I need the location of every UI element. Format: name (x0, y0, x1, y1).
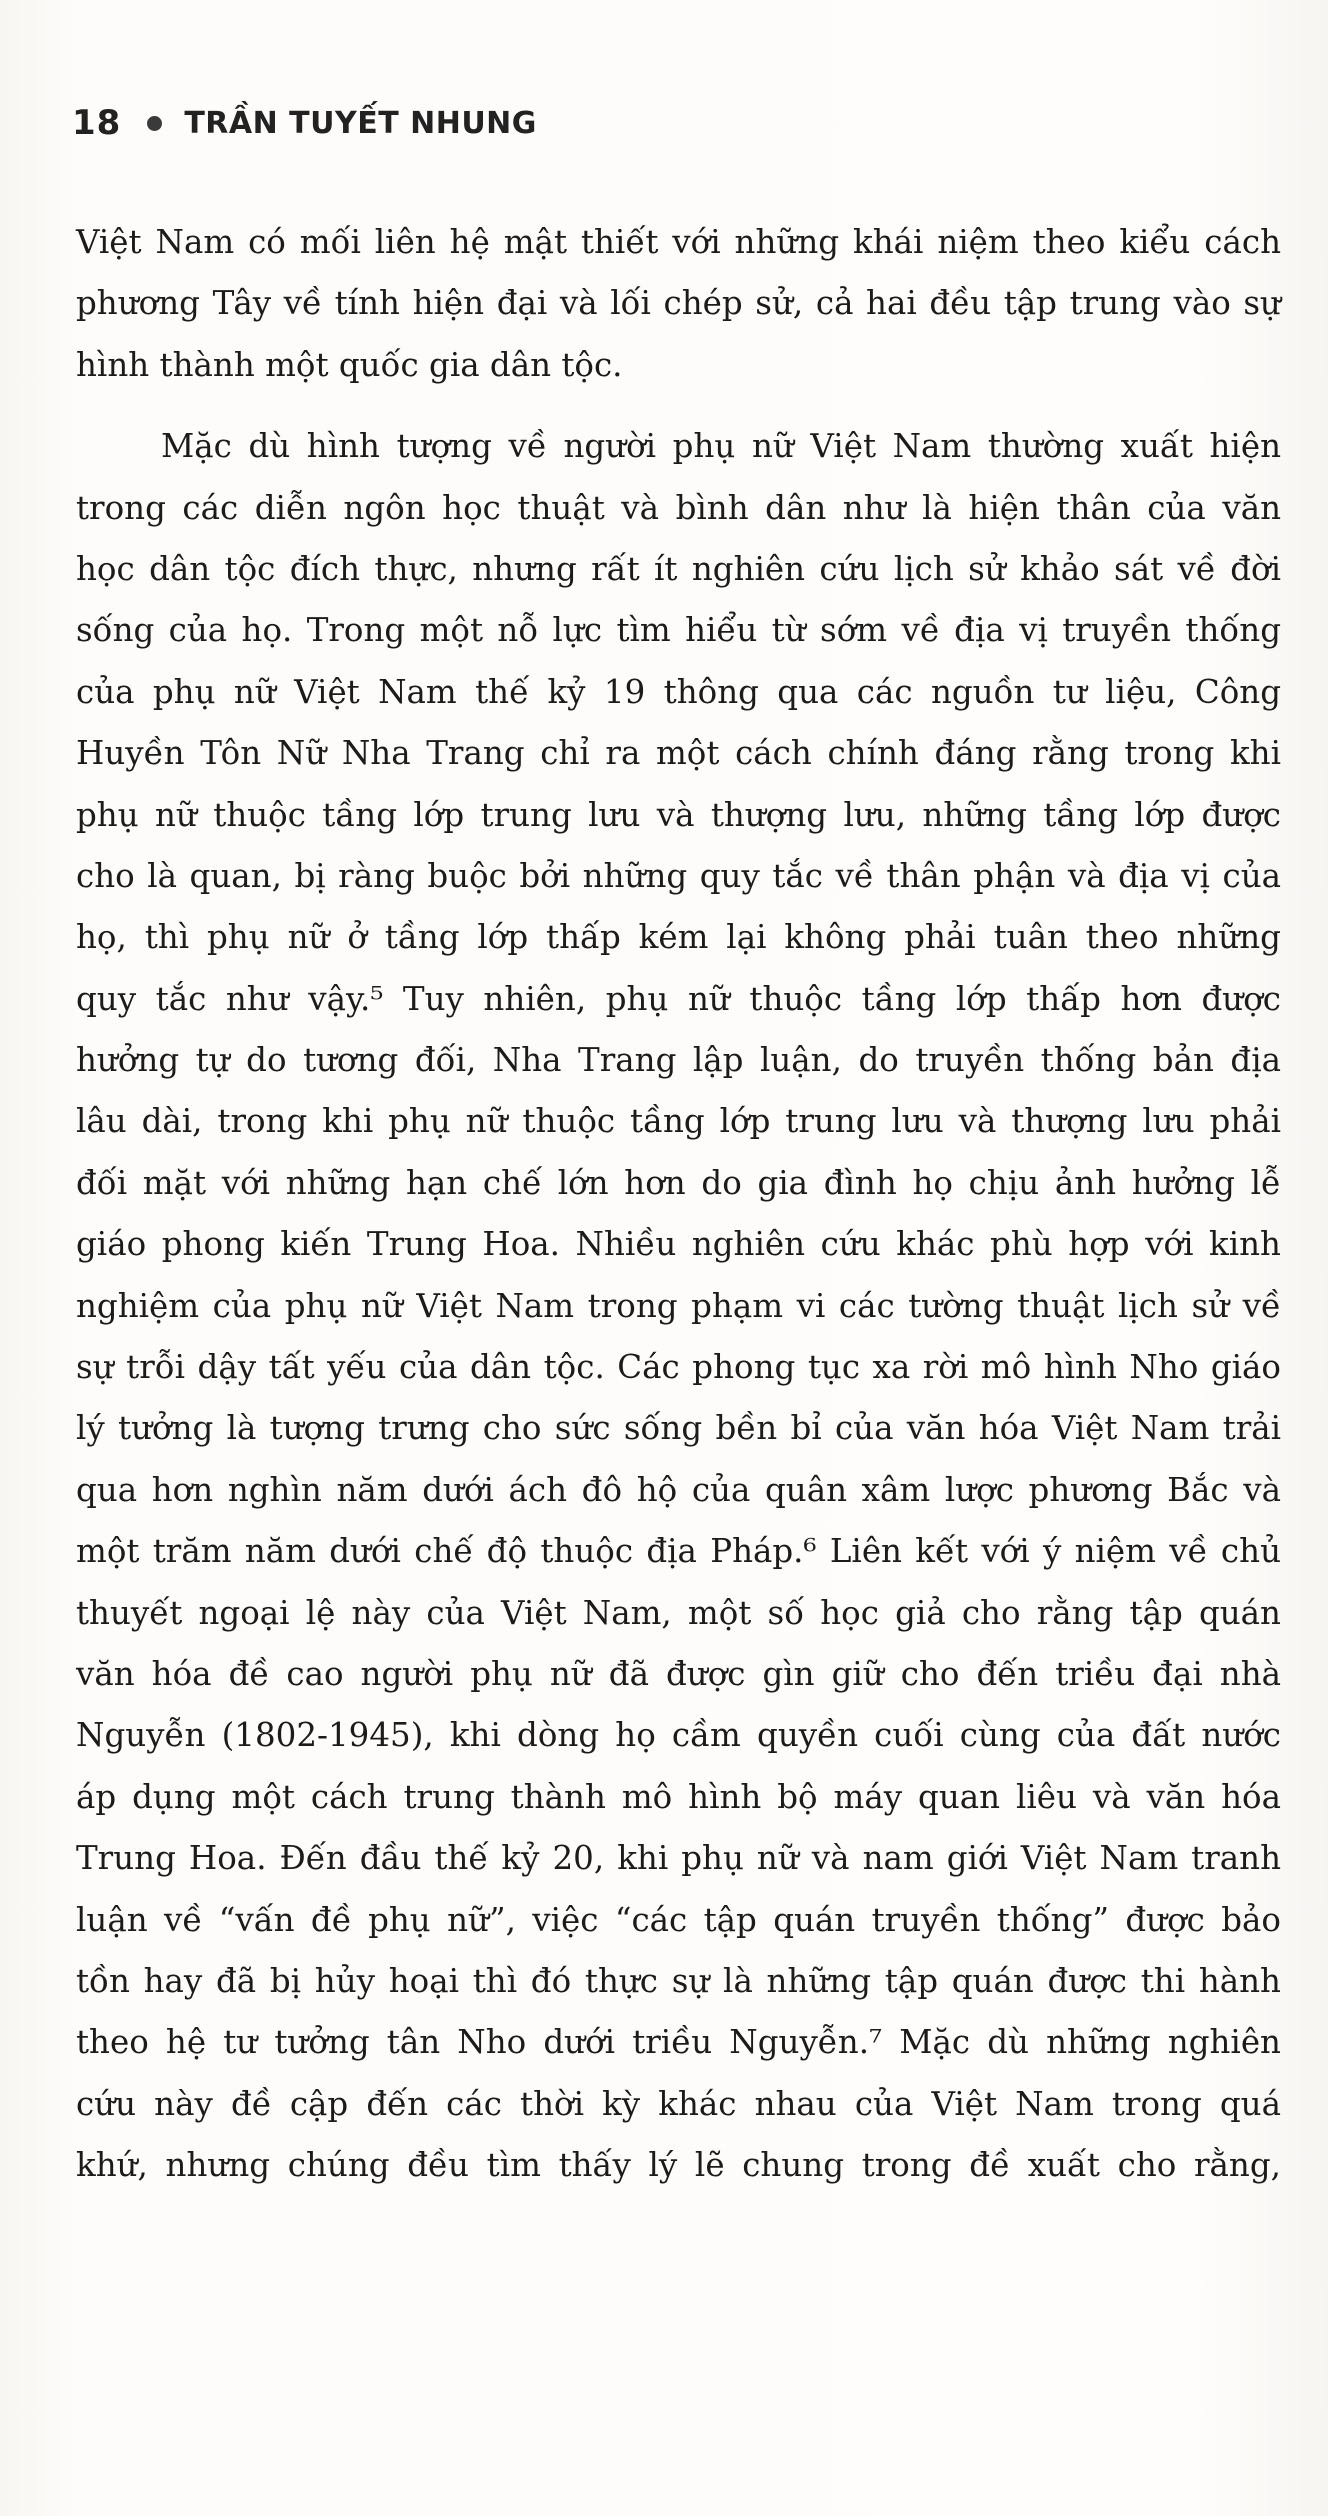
text-line: Nguyễn (1802-1945), khi dòng họ cầm quyền cuối cùng của đất nước (76, 1716, 1281, 1755)
text-line: áp dụng một cách trung thành mô hình bộ máy quan liêu và văn hóa (76, 1777, 1281, 1816)
text-line: giáo phong kiến Trung Hoa. Nhiều nghiên cứu khác phù hợp với kinh (76, 1225, 1281, 1264)
text-line: cho là quan, bị ràng buộc bởi những quy tắc về thân phận và địa vị của (76, 856, 1281, 895)
text-line: sống của họ. Trong một nỗ lực tìm hiểu từ sớm về địa vị truyền thống (76, 611, 1281, 650)
body-text (76, 212, 1281, 2197)
running-header (72, 98, 537, 148)
text-line: phương Tây về tính hiện đại và lối chép sử, cả hai đều tập trung vào sự (76, 284, 1281, 323)
text-line: trong các diễn ngôn học thuật và bình dân như là hiện thân của văn (76, 488, 1281, 527)
text-line: cứu này đề cập đến các thời kỳ khác nhau của Việt Nam trong quá (76, 2084, 1281, 2123)
paragraph (76, 416, 1281, 2196)
author-name: TRẦN TUYẾT NHUNG (184, 105, 537, 141)
paragraph-continuation (76, 212, 1281, 396)
text-line: Việt Nam có mối liên hệ mật thiết với những khái niệm theo kiểu cách (76, 223, 1281, 261)
text-line: theo hệ tư tưởng tân Nho dưới triều Nguyễn.⁷ Mặc dù những nghiên (76, 2023, 1281, 2062)
text-line: lâu dài, trong khi phụ nữ thuộc tầng lớp trung lưu và thượng lưu phải (76, 1102, 1281, 1141)
text-line: thuyết ngoại lệ này của Việt Nam, một số học giả cho rằng tập quán (76, 1593, 1281, 1632)
text-line: Mặc dù hình tượng về người phụ nữ Việt Nam thường xuất hiện (161, 427, 1281, 466)
text-line: qua hơn nghìn năm dưới ách đô hộ của quân xâm lược phương Bắc và (76, 1470, 1281, 1509)
text-line: quy tắc như vậy.⁵ Tuy nhiên, phụ nữ thuộc tầng lớp thấp hơn được (76, 979, 1281, 1018)
text-line: họ, thì phụ nữ ở tầng lớp thấp kém lại không phải tuân theo những (76, 918, 1281, 957)
text-line: một trăm năm dưới chế độ thuộc địa Pháp.⁶ Liên kết với ý niệm về chủ (76, 1532, 1281, 1571)
text-line: văn hóa đề cao người phụ nữ đã được gìn giữ cho đến triều đại nhà (76, 1654, 1281, 1693)
text-line: phụ nữ thuộc tầng lớp trung lưu và thượng lưu, những tầng lớp được (76, 795, 1281, 834)
text-line: lý tưởng là tượng trưng cho sức sống bền bỉ của văn hóa Việt Nam trải (76, 1409, 1281, 1448)
text-line: sự trỗi dậy tất yếu của dân tộc. Các phong tục xa rời mô hình Nho giáo (76, 1348, 1281, 1387)
bullet-icon (147, 116, 162, 131)
text-line: hình thành một quốc gia dân tộc. (76, 345, 623, 384)
paragraph-gap (76, 396, 1281, 416)
text-line: đối mặt với những hạn chế lớn hơn do gia đình họ chịu ảnh hưởng lễ (76, 1163, 1281, 1202)
text-line: Huyền Tôn Nữ Nha Trang chỉ ra một cách chính đáng rằng trong khi (76, 734, 1281, 773)
text-line: hưởng tự do tương đối, Nha Trang lập luận, do truyền thống bản địa (76, 1041, 1281, 1080)
text-line: tồn hay đã bị hủy hoại thì đó thực sự là những tập quán được thi hành (76, 1961, 1281, 2000)
text-line: nghiệm của phụ nữ Việt Nam trong phạm vi các tường thuật lịch sử về (76, 1286, 1281, 1325)
text-line: học dân tộc đích thực, nhưng rất ít nghiên cứu lịch sử khảo sát về đời (76, 549, 1281, 588)
text-line: luận về “vấn đề phụ nữ”, việc “các tập quán truyền thống” được bảo (76, 1900, 1281, 1939)
text-line: của phụ nữ Việt Nam thế kỷ 19 thông qua các nguồn tư liệu, Công (76, 672, 1281, 711)
text-line: Trung Hoa. Đến đầu thế kỷ 20, khi phụ nữ và nam giới Việt Nam tranh (76, 1839, 1281, 1878)
page-number: 18 (72, 103, 122, 143)
text-line: khứ, nhưng chúng đều tìm thấy lý lẽ chung trong đề xuất cho rằng, (76, 2146, 1281, 2185)
